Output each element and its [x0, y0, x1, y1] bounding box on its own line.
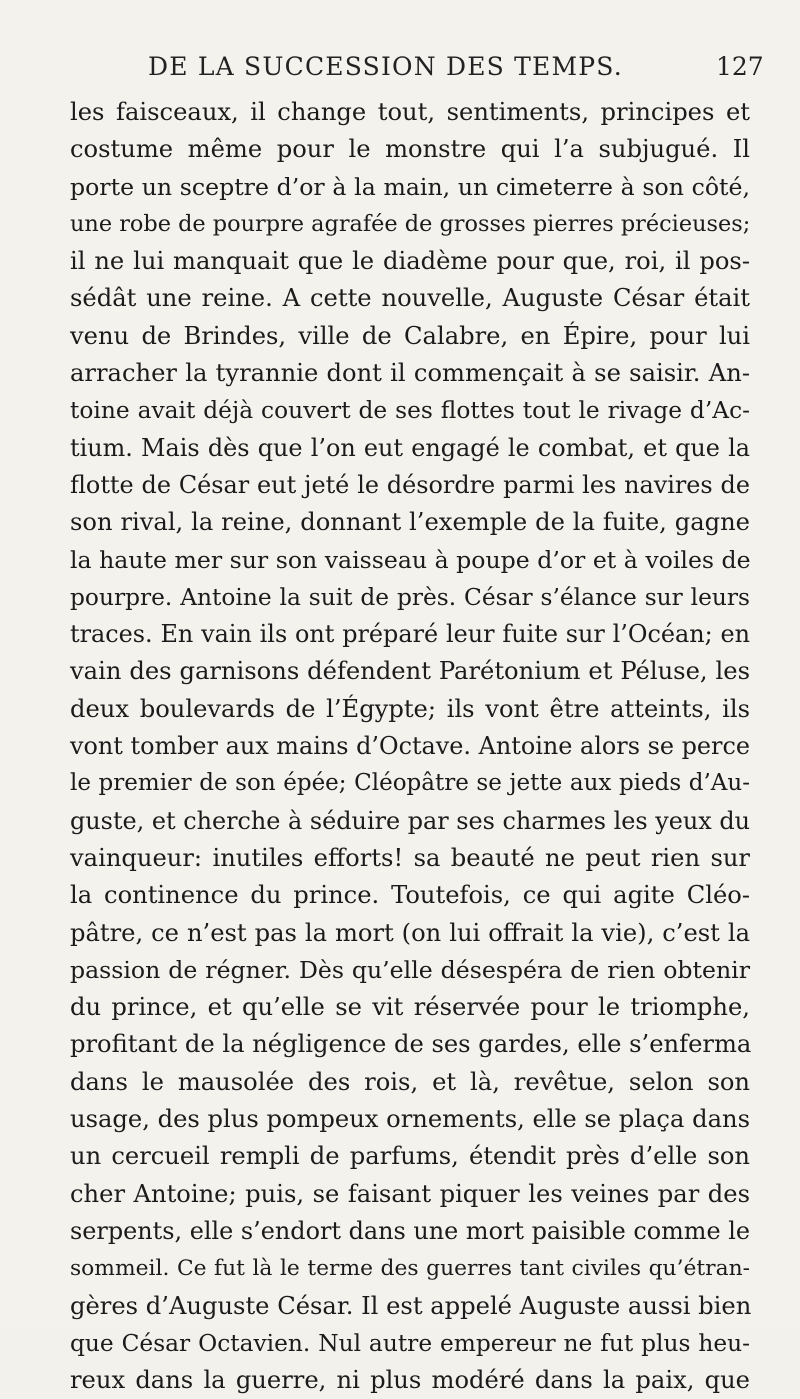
text-line: vainqueur: inutiles efforts! sa beauté ne peut rien sur	[70, 843, 750, 872]
text-line: sédât une reine. A cette nouvelle, Auguste César était	[70, 284, 750, 313]
text-line: deux boulevards de l’Égypte; ils vont être atteints, ils	[70, 694, 750, 723]
text-line: passion de régner. Dès qu’elle désespéra de rien obtenir	[70, 955, 750, 984]
text-line: porte un sceptre d’or à la main, un cimeterre à son côté,	[70, 172, 750, 201]
text-line: que César Octavien. Nul autre empereur ne fut plus heu-	[70, 1329, 750, 1357]
text-line: la continence du prince. Toutefois, ce qui agite Cléo-	[70, 881, 750, 910]
text-line: guste, et cherche à séduire par ses charmes les yeux du	[70, 806, 751, 835]
text-line: venu de Brindes, ville de Calabre, en Épire, pour lui	[70, 321, 750, 350]
text-line: vain des garnisons défendent Parétonium et Péluse, les	[70, 657, 750, 686]
text-line: il ne lui manquait que le diadème pour que, roi, il pos-	[70, 247, 750, 276]
running-head	[0, 52, 800, 92]
page-number: 127	[716, 52, 764, 81]
text-line: arracher la tyrannie dont il commençait à se saisir. An-	[70, 359, 750, 388]
text-line: costume même pour le monstre qui l’a subjugué. Il	[70, 135, 750, 164]
text-line: vont tomber aux mains d’Octave. Antoine alors se perce	[70, 732, 750, 761]
text-line: reux dans la guerre, ni plus modéré dans la paix, que	[70, 1366, 750, 1395]
text-line: sommeil. Ce fut là le terme des guerres tant civiles qu’étran-	[70, 1256, 750, 1282]
text-line: un cercueil rempli de parfums, étendit près d’elle son	[70, 1142, 750, 1171]
text-line: pourpre. Antoine la suit de près. César s’élance sur leurs	[70, 583, 750, 611]
text-line: usage, des plus pompeux ornements, elle se plaça dans	[70, 1105, 750, 1134]
text-line: le premier de son épée; Cléopâtre se jette aux pieds d’Au-	[70, 770, 750, 797]
text-line: une robe de pourpre agrafée de grosses pierres précieuses;	[70, 210, 751, 237]
text-line: dans le mausolée des rois, et là, revêtue, selon son	[70, 1067, 750, 1096]
text-line: traces. En vain ils ont préparé leur fuite sur l’Océan; en	[70, 620, 750, 649]
text-line: toine avait déjà couvert de ses flottes tout le rivage d’Ac-	[70, 397, 750, 425]
text-line: cher Antoine; puis, se faisant piquer les veines par des	[70, 1179, 750, 1208]
text-line: flotte de César eut jeté le désordre parmi les navires de	[70, 470, 750, 499]
text-line: gères d’Auguste César. Il est appelé Auguste aussi bien	[70, 1291, 752, 1320]
text-line: du prince, et qu’elle se vit réservée pour le triomphe,	[70, 993, 750, 1022]
running-title: DE LA SUCCESSION DES TEMPS.	[148, 52, 623, 81]
text-line: pâtre, ce n’est pas la mort (on lui offrait la vie), c’est la	[70, 918, 750, 947]
text-line: les faisceaux, il change tout, sentiments, principes et	[70, 98, 750, 126]
text-line: profitant de la négligence de ses gardes, elle s’enferma	[70, 1030, 752, 1059]
body-text	[70, 94, 750, 1399]
text-line: tium. Mais dès que l’on eut engagé le combat, et que la	[70, 433, 750, 462]
text-line: serpents, elle s’endort dans une mort paisible comme le	[70, 1216, 750, 1245]
text-line: son rival, la reine, donnant l’exemple de la fuite, gagne	[70, 508, 750, 537]
text-line: la haute mer sur son vaisseau à poupe d’or et à voiles de	[70, 545, 751, 574]
